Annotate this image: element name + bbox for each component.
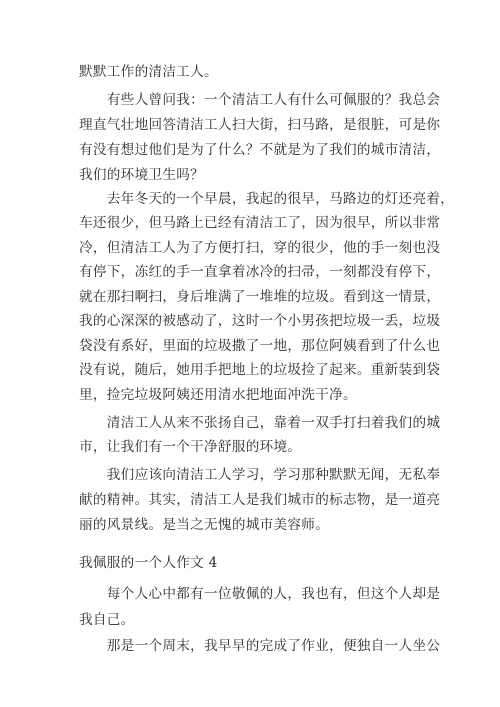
text-line: 我们的环境卫生吗？ bbox=[79, 167, 205, 183]
text-line: 献的精神。其实，清洁工人是我们城市的标志物，是一道亮 bbox=[79, 492, 441, 508]
text-line: 我们应该向清洁工人学习，学习那种默默无闻，无私奉 bbox=[79, 467, 441, 483]
text-line: 市，让我们有一个干净舒服的环境。 bbox=[79, 439, 302, 455]
text-line: 里，捡完垃圾阿姨还用清水把地面冲洗干净。 bbox=[79, 387, 357, 403]
text-line: 车还很少，但马路上已经有清洁工了，因为很早，所以非常 bbox=[79, 215, 441, 231]
text-line: 默默工作的清洁工人。 bbox=[79, 64, 218, 80]
text-line: 袋没有系好，里面的垃圾撒了一地，那位阿姨看到了什么也 bbox=[79, 338, 441, 354]
text-line: 有些人曾问我：一个清洁工人有什么可佩服的？我总会 bbox=[79, 92, 441, 108]
text-line: 每个人心中都有一位敬佩的人，我也有，但这个人却是 bbox=[79, 586, 441, 602]
text-line: 我的心深深的被感动了，这时一个小男孩把垃圾一丢，垃圾 bbox=[79, 313, 441, 329]
text-line: 丽的风景线。是当之无愧的城市美容师。 bbox=[79, 517, 330, 533]
text-line: 清洁工人从来不张扬自己，靠着一双手打扫着我们的城 bbox=[79, 415, 441, 431]
text-line: 理直气壮地回答清洁工人扫大街，扫马路，是很脏，可是你 bbox=[79, 117, 441, 133]
text-line: 就在那扫啊扫，身后堆满了一堆堆的垃圾。看到这一情景， bbox=[79, 289, 441, 305]
text-line: 那是一个周末，我早早的完成了作业，便独自一人坐公 bbox=[79, 638, 441, 654]
text-line: 有停下，冻红的手一直拿着冰冷的扫帚，一刻都没有停下， bbox=[79, 264, 441, 280]
text-line: 没有说，随后，她用手把地上的垃圾捡了起来。重新装到袋 bbox=[79, 362, 441, 378]
text-line: 去年冬天的一个早晨，我起的很早，马路边的灯还亮着， bbox=[79, 191, 455, 207]
text-line: 冷，但清洁工人为了方便打扫，穿的很少，他的手一刻也没 bbox=[79, 240, 441, 256]
section-heading: 我佩服的一个人作文 4 bbox=[79, 555, 218, 571]
text-line: 有没有想过他们是为了什么？不就是为了我们的城市清洁， bbox=[79, 142, 441, 158]
text-line: 我自己。 bbox=[79, 612, 135, 628]
